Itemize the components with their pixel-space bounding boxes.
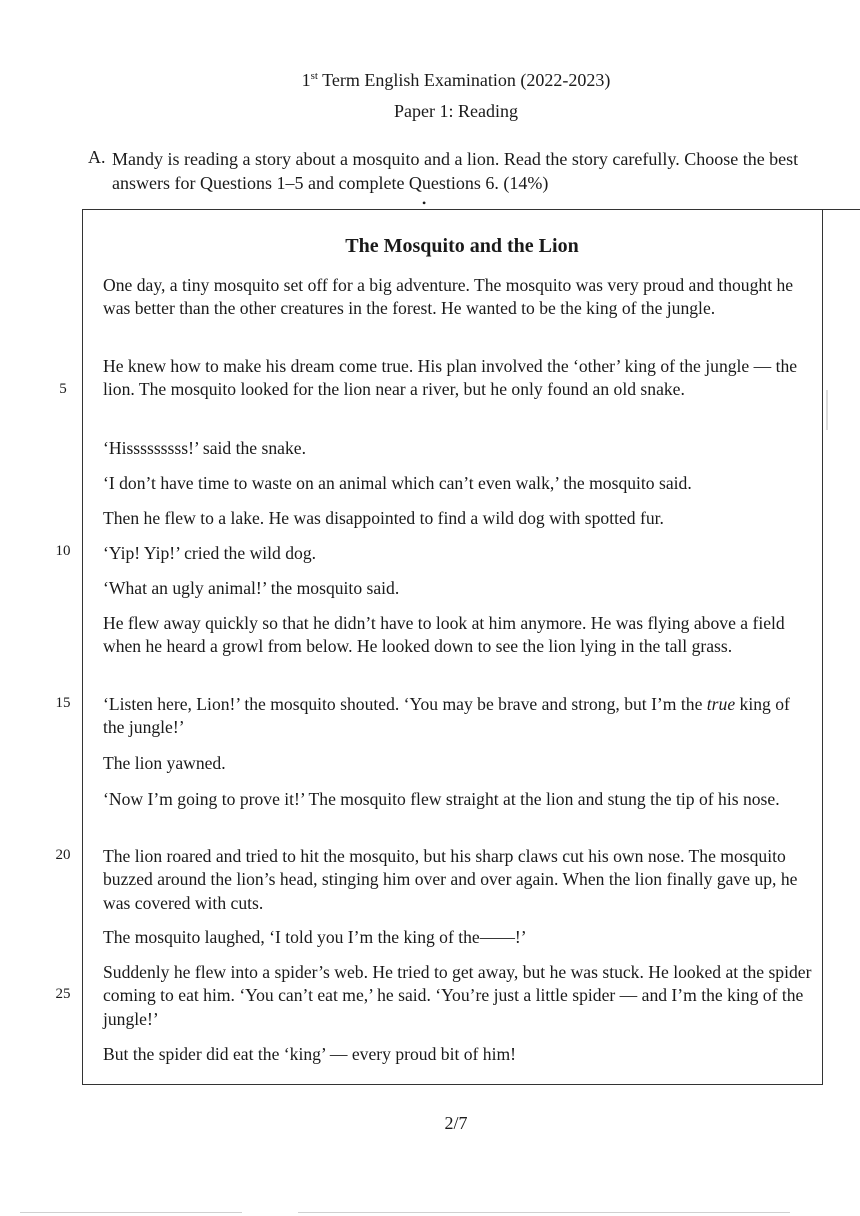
paper-subtitle: Paper 1: Reading bbox=[394, 101, 518, 121]
line-number: 5 bbox=[59, 381, 67, 397]
story-paragraph: But the spider did eat the ‘king’ — every proud bit of him! bbox=[103, 1044, 517, 1064]
story-paragraph: The mosquito laughed, ‘I told you I’m the king of the——!’ bbox=[103, 927, 527, 947]
story-paragraph: ‘Now I’m going to prove it!’ The mosquito flew straight at the lion and stung the tip of his nose. bbox=[103, 789, 780, 809]
story-paragraph: ‘I don’t have time to waste on an animal which can’t even walk,’ the mosquito said. bbox=[103, 473, 692, 493]
line-number: 25 bbox=[55, 986, 71, 1002]
line-number: 15 bbox=[55, 695, 71, 711]
section-letter: A. bbox=[88, 147, 106, 167]
stray-dot: • bbox=[422, 196, 427, 210]
line-number: 10 bbox=[55, 543, 71, 559]
story-paragraph: ‘Yip! Yip!’ cried the wild dog. bbox=[103, 543, 317, 563]
page-number: 2/7 bbox=[444, 1113, 468, 1133]
story-paragraph: ‘What an ugly animal!’ the mosquito said. bbox=[103, 578, 400, 598]
story-paragraph: Then he flew to a lake. He was disappointed to find a wild dog with spotted fur. bbox=[103, 508, 664, 528]
story-paragraph: ‘Hisssssssss!’ said the snake. bbox=[103, 438, 306, 458]
story-paragraph: The lion yawned. bbox=[103, 753, 226, 773]
line-number: 20 bbox=[55, 847, 71, 863]
scan-edge-line bbox=[20, 1212, 242, 1213]
story-paragraph: The lion roared and tried to hit the mosquito, but his sharp claws cut his own nose. The mosquito buzzed around the lion’s head, stinging him over and over again. When the lion finally gave up, he was covered with cuts. bbox=[103, 846, 798, 913]
story-paragraph: One day, a tiny mosquito set off for a big adventure. The mosquito was very proud and thought he was better than the other creatures in the forest. He wanted to be the king of the jungle. bbox=[103, 275, 794, 319]
story-paragraph: Suddenly he flew into a spider’s web. He tried to get away, but he was stuck. He looked at the spider coming to eat him. ‘You can’t eat me,’ he said. ‘You’re just a little spider — and I’m the king of the jungle!’ bbox=[103, 962, 812, 1029]
section-instructions: Mandy is reading a story about a mosquito and a lion. Read the story carefully. Choose the best answers for Questions 1–5 and complete Questions 6. (14%) bbox=[112, 149, 799, 193]
story-paragraph: He knew how to make his dream come true. His plan involved the ‘other’ king of the jungle — the lion. The mosquito looked for the lion near a river, but he only found an old snake. bbox=[103, 356, 798, 400]
story-paragraph: He flew away quickly so that he didn’t have to look at him anymore. He was flying above a field when he heard a growl from below. He looked down to see the lion lying in the tall grass. bbox=[103, 613, 785, 657]
scan-edge-line bbox=[298, 1212, 790, 1213]
scan-mark bbox=[826, 390, 828, 430]
story-paragraph: ‘Listen here, Lion!’ the mosquito shouted. ‘You may be brave and strong, but I’m the true king of the jungle!’ bbox=[103, 694, 790, 738]
story-title: The Mosquito and the Lion bbox=[345, 235, 579, 257]
exam-title: 1st Term English Examination (2022-2023) bbox=[301, 70, 611, 90]
